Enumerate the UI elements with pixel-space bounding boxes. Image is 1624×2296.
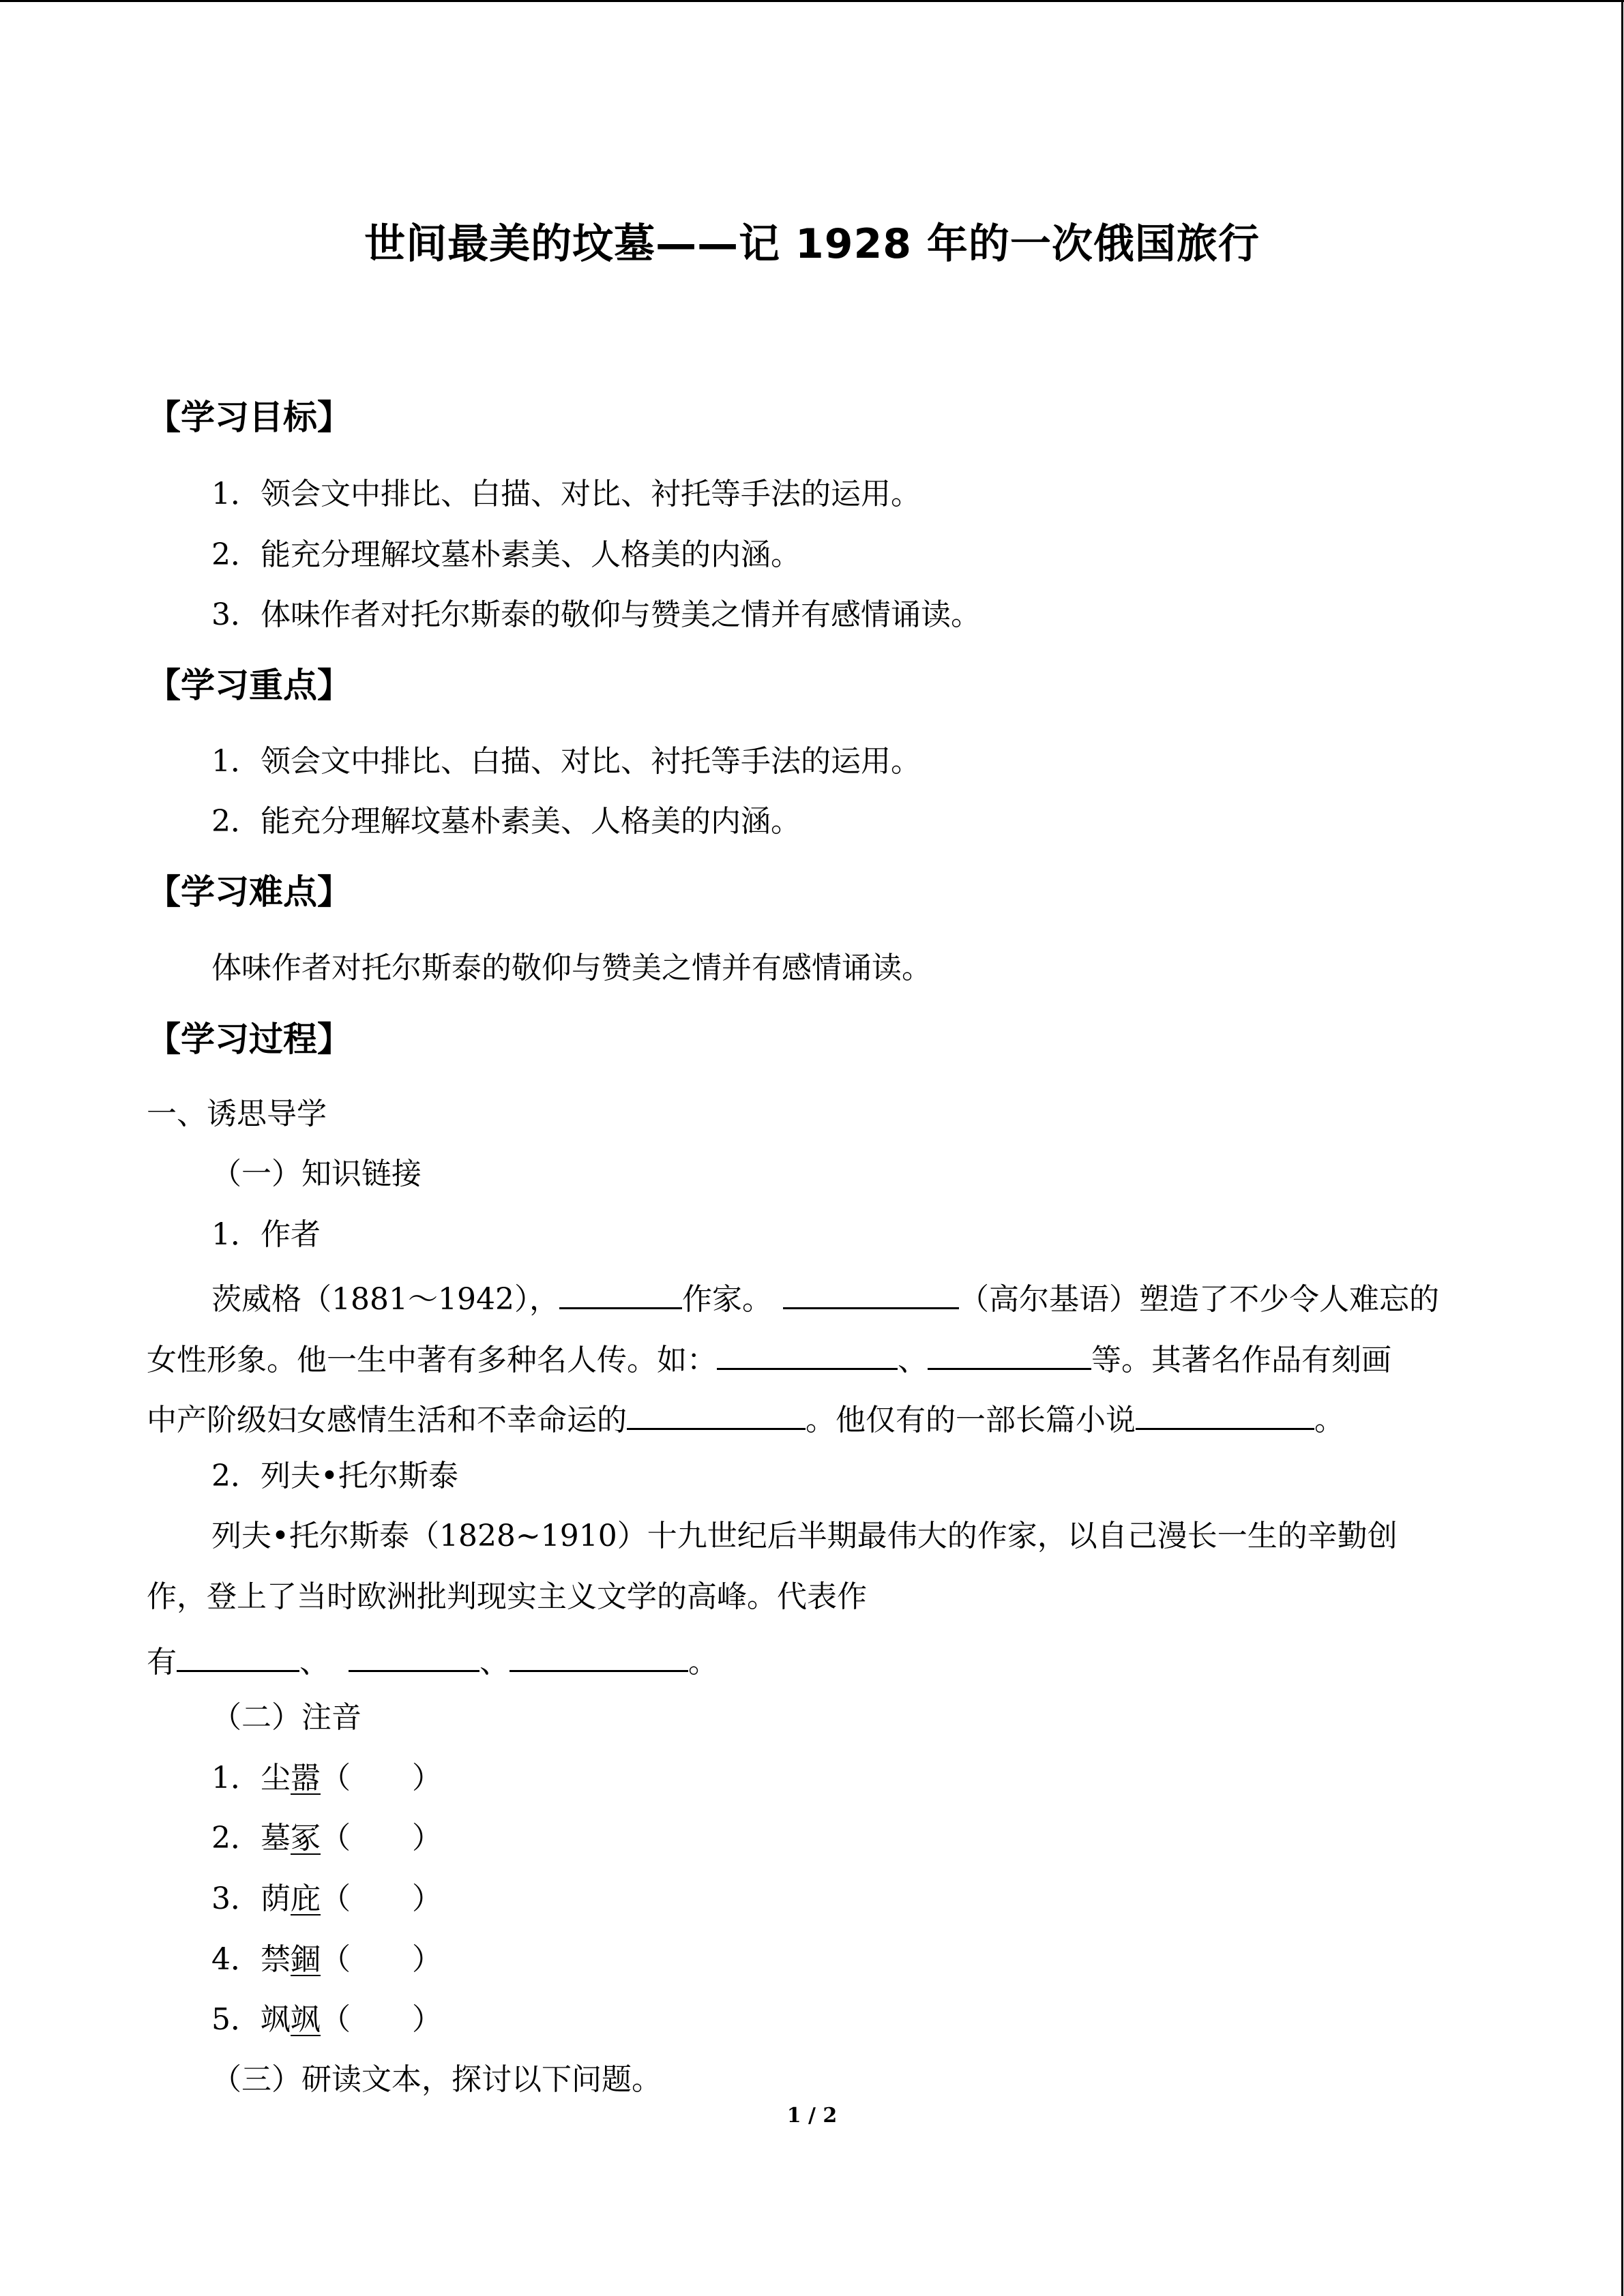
- phonetic-item: [211, 1763, 442, 1793]
- tolstoy-line-1: 列夫•托尔斯泰（1828~1910）十九世纪后半期最伟大的作家，以自己漫长一生的辛勤创: [211, 1519, 1398, 1553]
- tolstoy-line-3: [147, 1643, 718, 1678]
- word-plain: 禁: [261, 1942, 291, 1977]
- tolstoy-title: 2．列夫•托尔斯泰: [211, 1459, 458, 1493]
- zweig-line-2: [147, 1341, 1391, 1375]
- goal-item: 1．领会文中排比、白描、对比、衬托等手法的运用。: [211, 477, 921, 511]
- process-heading: 【学习过程】: [147, 1019, 351, 1059]
- zweig-text: 中产阶级妇女感情生活和不幸命运的: [147, 1403, 627, 1437]
- paren-close: ）: [412, 1881, 442, 1916]
- word-underlined: 嚣: [291, 1761, 321, 1795]
- answer-blank[interactable]: [627, 1401, 806, 1430]
- zweig-text: 、: [898, 1343, 928, 1377]
- top-border: [0, 0, 1624, 2]
- study-text-title: （三）研读文本，探讨以下问题。: [211, 2062, 662, 2097]
- paren-open: （: [321, 2002, 351, 2037]
- word-underlined: 冢: [291, 1821, 321, 1855]
- item-number: 4．: [211, 1942, 261, 1977]
- answer-blank[interactable]: [1136, 1401, 1314, 1430]
- word-underlined: 飒: [291, 2002, 321, 2037]
- phonetic-item: [211, 2002, 442, 2037]
- goals-heading: 【学习目标】: [147, 398, 351, 437]
- answer-blank[interactable]: [717, 1341, 898, 1370]
- item-number: 2．: [211, 1821, 261, 1855]
- answer-blank[interactable]: [559, 1280, 682, 1309]
- zweig-text: 等。其著名作品有刻画: [1091, 1343, 1391, 1377]
- item-number: 3．: [211, 1881, 261, 1916]
- word-plain: 墓: [261, 1821, 291, 1855]
- zweig-text: 作家。: [681, 1282, 772, 1317]
- paren-close: ）: [412, 1821, 442, 1855]
- zweig-line-3: [147, 1401, 1344, 1435]
- tolstoy-text: 。: [688, 1645, 718, 1680]
- knowledge-link-title: （一）知识链接: [211, 1157, 422, 1191]
- page-number: 1 / 2: [786, 2104, 838, 2128]
- word-underlined: 錮: [291, 1942, 321, 1977]
- phonetic-item: [211, 1942, 442, 1977]
- zweig-text: 。: [1314, 1403, 1344, 1437]
- goal-item: 2．能充分理解坟墓朴素美、人格美的内涵。: [211, 537, 801, 572]
- paren-open: （: [321, 1942, 351, 1977]
- tolstoy-line-2: 作，登上了当时欧洲批判现实主义文学的高峰。代表作: [147, 1579, 867, 1614]
- key-points-heading: 【学习重点】: [147, 666, 351, 705]
- paren-close: ）: [412, 1942, 442, 1977]
- zweig-text: 茨威格（1881～1942），: [211, 1282, 559, 1317]
- paren-open: （: [321, 1761, 351, 1795]
- author-title: 1．作者: [211, 1217, 321, 1252]
- item-number: 1．: [211, 1761, 261, 1795]
- zweig-line-1: [211, 1280, 1439, 1315]
- part-one-title: 一、诱思导学: [147, 1097, 327, 1131]
- difficulties-text: 体味作者对托尔斯泰的敬仰与赞美之情并有感情诵读。: [211, 951, 932, 985]
- answer-blank[interactable]: [349, 1643, 479, 1672]
- word-plain: 尘: [261, 1761, 291, 1795]
- zweig-text: 。他仅有的一部长篇小说: [806, 1403, 1136, 1437]
- zweig-text: （高尔基语）塑造了不少令人难忘的: [958, 1282, 1439, 1317]
- phonetics-title: （二）注音: [211, 1700, 361, 1735]
- paren-open: （: [321, 1881, 351, 1916]
- paren-close: ）: [412, 2002, 442, 2037]
- goal-item: 3．体味作者对托尔斯泰的敬仰与赞美之情并有感情诵读。: [211, 597, 981, 632]
- phonetic-item: [211, 1881, 442, 1916]
- right-border: [1621, 0, 1623, 2296]
- paren-close: ）: [412, 1761, 442, 1795]
- tolstoy-text: 、: [299, 1645, 329, 1680]
- item-number: 5．: [211, 2002, 261, 2037]
- tolstoy-text: 有: [147, 1645, 177, 1680]
- difficulties-heading: 【学习难点】: [147, 872, 351, 912]
- answer-blank[interactable]: [783, 1280, 959, 1309]
- answer-blank[interactable]: [510, 1643, 688, 1672]
- key-point-item: 2．能充分理解坟墓朴素美、人格美的内涵。: [211, 804, 801, 839]
- phonetic-item: [211, 1823, 442, 1853]
- tolstoy-text: 、: [479, 1645, 510, 1680]
- word-plain: 荫: [261, 1881, 291, 1916]
- answer-blank[interactable]: [928, 1341, 1091, 1370]
- zweig-text: 女性形象。他一生中著有多种名人传。如：: [147, 1343, 717, 1377]
- answer-blank[interactable]: [177, 1643, 299, 1672]
- word-underlined: 庇: [291, 1881, 321, 1916]
- word-plain: 飒: [261, 2002, 291, 2037]
- key-point-item: 1．领会文中排比、白描、对比、衬托等手法的运用。: [211, 744, 921, 779]
- paren-open: （: [321, 1821, 351, 1855]
- page-title: 世间最美的坟墓——记 1928 年的一次俄国旅行: [364, 220, 1260, 268]
